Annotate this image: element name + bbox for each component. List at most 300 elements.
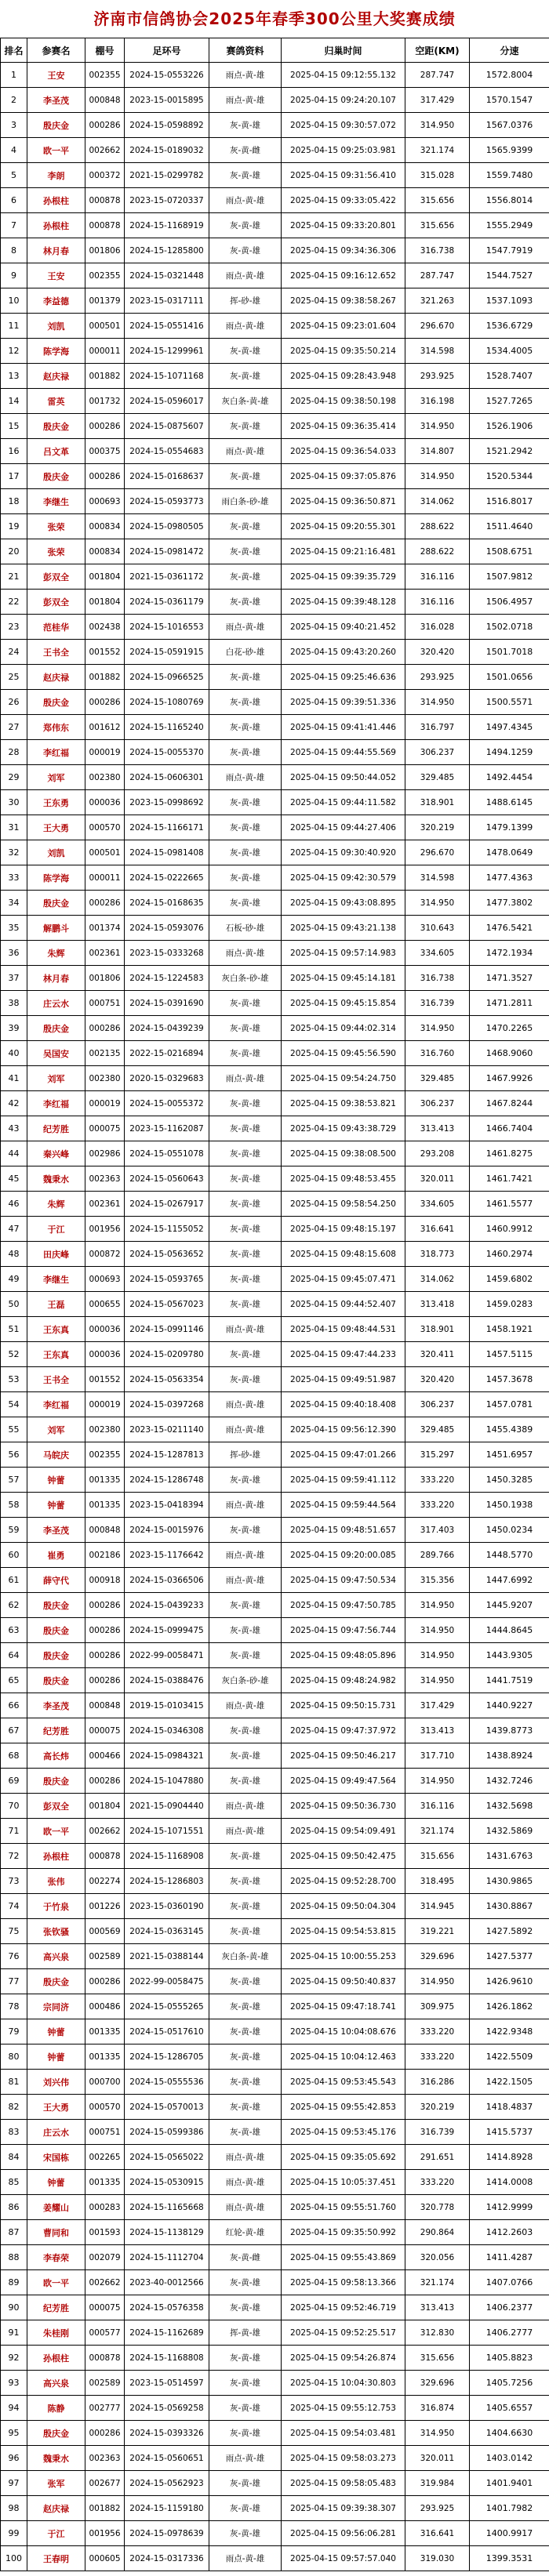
cell-rank: 47 <box>1 1217 27 1242</box>
cell-ring: 2024-15-0439239 <box>125 1016 209 1041</box>
cell-loft: 000075 <box>85 2295 125 2320</box>
cell-arrival-time: 2025-04-15 09:44:11.582 <box>282 790 405 815</box>
cell-name: 李圣茂 <box>27 1518 85 1543</box>
cell-ring: 2024-15-0168635 <box>125 891 209 916</box>
cell-loft: 002363 <box>85 2446 125 2471</box>
cell-speed: 1444.8645 <box>470 1618 549 1643</box>
cell-speed: 1411.4287 <box>470 2245 549 2270</box>
cell-distance: 321.174 <box>405 2270 470 2295</box>
cell-ring: 2022-99-0058471 <box>125 1643 209 1668</box>
cell-ring: 2022-15-0216894 <box>125 1041 209 1066</box>
table-row <box>1 640 549 665</box>
cell-arrival-time: 2025-04-15 09:47:37.972 <box>282 1718 405 1743</box>
table-row <box>1 2095 549 2120</box>
cell-name: 殷庆金 <box>27 2421 85 2446</box>
cell-pigeon-info: 雨点-黄-雄 <box>209 2195 282 2220</box>
cell-loft: 001379 <box>85 288 125 314</box>
cell-ring: 2024-15-0055372 <box>125 1091 209 1116</box>
cell-arrival-time: 2025-04-15 09:25:03.981 <box>282 138 405 163</box>
cell-name: 陈学海 <box>27 865 85 891</box>
cell-pigeon-info: 灰-黄-雄 <box>209 740 282 765</box>
cell-ring: 2021-15-0388144 <box>125 1944 209 1969</box>
cell-rank: 32 <box>1 840 27 865</box>
cell-pigeon-info: 灰-黄-雄 <box>209 1718 282 1743</box>
cell-arrival-time: 2025-04-15 09:47:18.741 <box>282 1994 405 2019</box>
cell-distance: 287.747 <box>405 63 470 88</box>
cell-arrival-time: 2025-04-15 10:04:08.676 <box>282 2019 405 2044</box>
cell-rank: 11 <box>1 314 27 339</box>
cell-arrival-time: 2025-04-15 09:50:44.052 <box>282 765 405 790</box>
cell-pigeon-info: 灰-黄-雄 <box>209 1769 282 1794</box>
cell-loft: 001806 <box>85 966 125 991</box>
cell-speed: 1467.9926 <box>470 1066 549 1091</box>
table-row <box>1 1116 549 1141</box>
table-row <box>1 1994 549 2019</box>
cell-name: 殷庆金 <box>27 891 85 916</box>
cell-arrival-time: 2025-04-15 09:44:27.406 <box>282 815 405 840</box>
cell-pigeon-info: 灰-黄-雄 <box>209 238 282 263</box>
cell-name: 曹同和 <box>27 2220 85 2245</box>
table-row <box>1 891 549 916</box>
cell-loft: 001335 <box>85 2044 125 2070</box>
cell-ring: 2024-15-1286803 <box>125 1869 209 1894</box>
table-row <box>1 765 549 790</box>
cell-pigeon-info: 灰-黄-雄 <box>209 1743 282 1769</box>
cell-distance: 316.739 <box>405 2120 470 2145</box>
cell-ring: 2024-15-1016553 <box>125 615 209 640</box>
cell-arrival-time: 2025-04-15 09:50:40.837 <box>282 1969 405 1994</box>
cell-speed: 1477.4363 <box>470 865 549 891</box>
cell-rank: 74 <box>1 1894 27 1919</box>
cell-arrival-time: 2025-04-15 10:04:12.463 <box>282 2044 405 2070</box>
cell-rank: 81 <box>1 2070 27 2095</box>
cell-distance: 291.651 <box>405 2145 470 2170</box>
cell-pigeon-info: 灰-黄-雄 <box>209 1919 282 1944</box>
cell-name: 秦兴峰 <box>27 1141 85 1166</box>
table-row <box>1 1217 549 1242</box>
table-row <box>1 1543 549 1568</box>
cell-name: 于竹泉 <box>27 1894 85 1919</box>
cell-rank: 67 <box>1 1718 27 1743</box>
cell-speed: 1461.7421 <box>470 1166 549 1192</box>
cell-loft: 001374 <box>85 916 125 941</box>
cell-loft: 000286 <box>85 891 125 916</box>
cell-pigeon-info: 挥-黄-雄 <box>209 2320 282 2346</box>
cell-pigeon-info: 雨点-黄-雄 <box>209 1392 282 1417</box>
cell-distance: 316.286 <box>405 2070 470 2095</box>
cell-pigeon-info: 雨点-黄-雄 <box>209 1543 282 1568</box>
cell-loft: 000466 <box>85 1743 125 1769</box>
cell-loft: 002380 <box>85 1066 125 1091</box>
cell-loft: 000286 <box>85 2421 125 2446</box>
cell-distance: 321.174 <box>405 138 470 163</box>
cell-distance: 315.656 <box>405 1844 470 1869</box>
cell-distance: 306.237 <box>405 1392 470 1417</box>
cell-name: 李朗 <box>27 163 85 188</box>
cell-rank: 30 <box>1 790 27 815</box>
table-row <box>1 439 549 464</box>
cell-name: 张荣 <box>27 514 85 539</box>
cell-pigeon-info: 灰白条-砂-雄 <box>209 1668 282 1693</box>
cell-pigeon-info: 灰-黄-雄 <box>209 514 282 539</box>
cell-speed: 1403.0142 <box>470 2446 549 2471</box>
cell-distance: 317.403 <box>405 1518 470 1543</box>
cell-name: 刘凯 <box>27 314 85 339</box>
cell-ring: 2023-15-0514597 <box>125 2371 209 2396</box>
table-row <box>1 2471 549 2496</box>
cell-loft: 002135 <box>85 1041 125 1066</box>
cell-ring: 2024-15-0567023 <box>125 1292 209 1317</box>
cell-arrival-time: 2025-04-15 09:52:28.700 <box>282 1869 405 1894</box>
cell-ring: 2024-15-1168908 <box>125 1844 209 1869</box>
cell-speed: 1445.9207 <box>470 1593 549 1618</box>
cell-pigeon-info: 灰-黄-雄 <box>209 2421 282 2446</box>
cell-arrival-time: 2025-04-15 09:57:57.040 <box>282 2546 405 2571</box>
cell-name: 王书全 <box>27 1367 85 1392</box>
cell-speed: 1470.2265 <box>470 1016 549 1041</box>
cell-speed: 1536.6729 <box>470 314 549 339</box>
cell-speed: 1418.4837 <box>470 2095 549 2120</box>
cell-ring: 2024-15-1286705 <box>125 2044 209 2070</box>
cell-ring: 2024-15-0981408 <box>125 840 209 865</box>
cell-arrival-time: 2025-04-15 09:54:26.874 <box>282 2346 405 2371</box>
cell-name: 彭双全 <box>27 590 85 615</box>
table-row <box>1 2145 549 2170</box>
cell-arrival-time: 2025-04-15 09:16:12.652 <box>282 263 405 288</box>
cell-distance: 316.797 <box>405 715 470 740</box>
cell-distance: 333.220 <box>405 1468 470 1493</box>
header-ring: 足环号 <box>125 38 209 63</box>
cell-pigeon-info: 灰-黄-雄 <box>209 1643 282 1668</box>
cell-distance: 315.656 <box>405 213 470 238</box>
cell-ring: 2024-15-0222665 <box>125 865 209 891</box>
cell-loft: 002355 <box>85 1442 125 1468</box>
cell-arrival-time: 2025-04-15 09:53:45.543 <box>282 2070 405 2095</box>
cell-loft: 000878 <box>85 2346 125 2371</box>
cell-rank: 93 <box>1 2371 27 2396</box>
cell-ring: 2023-15-0211140 <box>125 1417 209 1442</box>
cell-ring: 2024-15-0563354 <box>125 1367 209 1392</box>
cell-speed: 1508.6751 <box>470 539 549 564</box>
cell-rank: 9 <box>1 263 27 288</box>
cell-rank: 84 <box>1 2145 27 2170</box>
cell-speed: 1457.3678 <box>470 1367 549 1392</box>
cell-distance: 314.950 <box>405 891 470 916</box>
cell-distance: 316.760 <box>405 1041 470 1066</box>
cell-ring: 2024-15-0606301 <box>125 765 209 790</box>
cell-pigeon-info: 灰-黄-雄 <box>209 1969 282 1994</box>
cell-speed: 1457.0781 <box>470 1392 549 1417</box>
cell-speed: 1492.4454 <box>470 765 549 790</box>
cell-name: 钟蕾 <box>27 2044 85 2070</box>
cell-speed: 1432.5869 <box>470 1819 549 1844</box>
cell-arrival-time: 2025-04-15 09:58:03.273 <box>282 2446 405 2471</box>
table-row <box>1 2019 549 2044</box>
cell-speed: 1422.5509 <box>470 2044 549 2070</box>
cell-pigeon-info: 灰-黄-雄 <box>209 991 282 1016</box>
cell-name: 殷庆金 <box>27 1593 85 1618</box>
table-row <box>1 1493 549 1518</box>
cell-ring: 2021-15-0299782 <box>125 163 209 188</box>
cell-ring: 2024-15-1168919 <box>125 213 209 238</box>
cell-name: 高兴泉 <box>27 1944 85 1969</box>
table-row <box>1 1894 549 1919</box>
cell-rank: 65 <box>1 1668 27 1693</box>
cell-distance: 314.950 <box>405 1618 470 1643</box>
cell-speed: 1572.8004 <box>470 63 549 88</box>
cell-name: 宋国栋 <box>27 2145 85 2170</box>
cell-distance: 314.950 <box>405 1969 470 1994</box>
table-row <box>1 1367 549 1392</box>
table-row <box>1 2371 549 2396</box>
table-header-row <box>1 38 549 63</box>
cell-loft: 000286 <box>85 690 125 715</box>
cell-loft: 001335 <box>85 1468 125 1493</box>
cell-pigeon-info: 雨点-黄-雄 <box>209 1568 282 1593</box>
cell-pigeon-info: 灰-黄-雄 <box>209 364 282 389</box>
cell-rank: 22 <box>1 590 27 615</box>
cell-ring: 2024-15-0361179 <box>125 590 209 615</box>
cell-arrival-time: 2025-04-15 09:28:43.948 <box>282 364 405 389</box>
cell-rank: 60 <box>1 1543 27 1568</box>
cell-arrival-time: 2025-04-15 09:36:50.871 <box>282 489 405 514</box>
cell-ring: 2024-15-0569258 <box>125 2396 209 2421</box>
cell-pigeon-info: 灰-黄-雄 <box>209 2471 282 2496</box>
cell-speed: 1547.7919 <box>470 238 549 263</box>
cell-speed: 1501.7018 <box>470 640 549 665</box>
cell-arrival-time: 2025-04-15 09:30:40.920 <box>282 840 405 865</box>
cell-loft: 000878 <box>85 213 125 238</box>
cell-distance: 319.984 <box>405 2471 470 2496</box>
cell-distance: 314.598 <box>405 865 470 891</box>
cell-ring: 2024-15-0978639 <box>125 2521 209 2546</box>
cell-distance: 314.950 <box>405 113 470 138</box>
cell-rank: 49 <box>1 1267 27 1292</box>
cell-name: 王春明 <box>27 2546 85 2571</box>
cell-name: 郑伟东 <box>27 715 85 740</box>
cell-distance: 315.028 <box>405 163 470 188</box>
cell-ring: 2023-15-1162087 <box>125 1116 209 1141</box>
cell-loft: 002361 <box>85 1192 125 1217</box>
table-row <box>1 2170 549 2195</box>
cell-name: 纪芳胜 <box>27 2295 85 2320</box>
cell-pigeon-info: 灰-黄-雄 <box>209 1242 282 1267</box>
cell-pigeon-info: 灰-黄-雄 <box>209 590 282 615</box>
cell-name: 李红福 <box>27 740 85 765</box>
cell-distance: 306.237 <box>405 740 470 765</box>
cell-name: 刘军 <box>27 1417 85 1442</box>
cell-pigeon-info: 灰-黄-雄 <box>209 163 282 188</box>
cell-arrival-time: 2025-04-15 09:25:46.636 <box>282 665 405 690</box>
cell-name: 李继生 <box>27 489 85 514</box>
cell-name: 钟蕾 <box>27 1493 85 1518</box>
table-row <box>1 238 549 263</box>
cell-distance: 293.925 <box>405 2496 470 2521</box>
cell-rank: 86 <box>1 2195 27 2220</box>
cell-ring: 2024-15-0560643 <box>125 1166 209 1192</box>
cell-speed: 1447.6992 <box>470 1568 549 1593</box>
cell-loft: 000751 <box>85 991 125 1016</box>
table-row <box>1 364 549 389</box>
cell-pigeon-info: 灰-黄-雄 <box>209 1016 282 1041</box>
cell-speed: 1559.7480 <box>470 163 549 188</box>
cell-ring: 2024-15-1112704 <box>125 2245 209 2270</box>
cell-pigeon-info: 灰-黄-雄 <box>209 1192 282 1217</box>
cell-rank: 12 <box>1 339 27 364</box>
cell-name: 殷庆金 <box>27 1969 85 1994</box>
cell-loft: 000501 <box>85 314 125 339</box>
cell-rank: 82 <box>1 2095 27 2120</box>
cell-loft: 002662 <box>85 1819 125 1844</box>
cell-loft: 001804 <box>85 1794 125 1819</box>
cell-ring: 2024-15-1162689 <box>125 2320 209 2346</box>
cell-name: 李圣茂 <box>27 88 85 113</box>
cell-speed: 1451.6957 <box>470 1442 549 1468</box>
table-row <box>1 113 549 138</box>
cell-arrival-time: 2025-04-15 09:43:08.895 <box>282 891 405 916</box>
cell-name: 钟蕾 <box>27 1468 85 1493</box>
cell-distance: 329.696 <box>405 1944 470 1969</box>
cell-arrival-time: 2025-04-15 09:31:56.410 <box>282 163 405 188</box>
cell-arrival-time: 2025-04-15 09:35:50.214 <box>282 339 405 364</box>
cell-arrival-time: 2025-04-15 09:48:53.455 <box>282 1166 405 1192</box>
cell-distance: 314.950 <box>405 414 470 439</box>
cell-speed: 1459.0283 <box>470 1292 549 1317</box>
table-row <box>1 339 549 364</box>
cell-loft: 000019 <box>85 740 125 765</box>
cell-arrival-time: 2025-04-15 09:54:53.815 <box>282 1919 405 1944</box>
cell-rank: 91 <box>1 2320 27 2346</box>
cell-distance: 293.925 <box>405 364 470 389</box>
cell-name: 林月春 <box>27 966 85 991</box>
cell-name: 李红福 <box>27 1091 85 1116</box>
cell-name: 殷庆金 <box>27 1769 85 1794</box>
cell-distance: 320.420 <box>405 1367 470 1392</box>
cell-ring: 2024-15-0565022 <box>125 2145 209 2170</box>
cell-ring: 2024-15-1168808 <box>125 2346 209 2371</box>
cell-loft: 001882 <box>85 665 125 690</box>
cell-rank: 59 <box>1 1518 27 1543</box>
cell-name: 孙根柱 <box>27 2346 85 2371</box>
cell-distance: 296.670 <box>405 314 470 339</box>
cell-pigeon-info: 灰-黄-雄 <box>209 2070 282 2095</box>
cell-distance: 316.739 <box>405 991 470 1016</box>
cell-rank: 98 <box>1 2496 27 2521</box>
cell-loft: 002355 <box>85 63 125 88</box>
cell-arrival-time: 2025-04-15 09:55:42.853 <box>282 2095 405 2120</box>
cell-loft: 000036 <box>85 1342 125 1367</box>
cell-speed: 1448.5770 <box>470 1543 549 1568</box>
cell-ring: 2024-15-0570013 <box>125 2095 209 2120</box>
cell-ring: 2023-40-0012566 <box>125 2270 209 2295</box>
cell-arrival-time: 2025-04-15 09:47:50.534 <box>282 1568 405 1593</box>
cell-arrival-time: 2025-04-15 10:00:55.253 <box>282 1944 405 1969</box>
cell-pigeon-info: 雨点-黄-雄 <box>209 1066 282 1091</box>
cell-rank: 68 <box>1 1743 27 1769</box>
table-row <box>1 2070 549 2095</box>
cell-name: 范桂华 <box>27 615 85 640</box>
table-row <box>1 2446 549 2471</box>
cell-speed: 1471.2811 <box>470 991 549 1016</box>
cell-name: 赵庆禄 <box>27 665 85 690</box>
table-row <box>1 2320 549 2346</box>
cell-rank: 8 <box>1 238 27 263</box>
cell-distance: 329.485 <box>405 1066 470 1091</box>
cell-name: 王安 <box>27 263 85 288</box>
cell-arrival-time: 2025-04-15 09:50:04.304 <box>282 1894 405 1919</box>
cell-loft: 000693 <box>85 489 125 514</box>
cell-speed: 1439.8773 <box>470 1718 549 1743</box>
cell-distance: 314.062 <box>405 489 470 514</box>
cell-name: 姜耀山 <box>27 2195 85 2220</box>
cell-pigeon-info: 灰-黄-雄 <box>209 2019 282 2044</box>
cell-loft: 002589 <box>85 2371 125 2396</box>
cell-ring: 2024-15-0598892 <box>125 113 209 138</box>
cell-speed: 1450.0234 <box>470 1518 549 1543</box>
table-row <box>1 966 549 991</box>
cell-name: 李红福 <box>27 1392 85 1417</box>
cell-arrival-time: 2025-04-15 10:05:37.451 <box>282 2170 405 2195</box>
cell-distance: 318.495 <box>405 1869 470 1894</box>
cell-ring: 2024-15-1071551 <box>125 1819 209 1844</box>
cell-speed: 1400.9917 <box>470 2521 549 2546</box>
cell-name: 高长炜 <box>27 1743 85 1769</box>
cell-arrival-time: 2025-04-15 09:33:20.801 <box>282 213 405 238</box>
cell-arrival-time: 2025-04-15 09:45:07.471 <box>282 1267 405 1292</box>
cell-loft: 000019 <box>85 1392 125 1417</box>
cell-speed: 1450.3285 <box>470 1468 549 1493</box>
cell-rank: 48 <box>1 1242 27 1267</box>
cell-loft: 000375 <box>85 439 125 464</box>
cell-speed: 1440.9227 <box>470 1693 549 1718</box>
cell-loft: 000286 <box>85 1618 125 1643</box>
cell-ring: 2019-15-0103415 <box>125 1693 209 1718</box>
cell-arrival-time: 2025-04-15 09:43:38.729 <box>282 1116 405 1141</box>
cell-arrival-time: 2025-04-15 09:52:25.517 <box>282 2320 405 2346</box>
cell-rank: 96 <box>1 2446 27 2471</box>
cell-distance: 315.297 <box>405 1442 470 1468</box>
table-row <box>1 1016 549 1041</box>
cell-ring: 2024-15-1286748 <box>125 1468 209 1493</box>
cell-loft: 000605 <box>85 2546 125 2571</box>
cell-rank: 20 <box>1 539 27 564</box>
cell-speed: 1405.7256 <box>470 2371 549 2396</box>
cell-rank: 69 <box>1 1769 27 1794</box>
cell-distance: 329.485 <box>405 1417 470 1442</box>
cell-loft: 000286 <box>85 1969 125 1994</box>
cell-name: 张军 <box>27 2471 85 2496</box>
cell-rank: 63 <box>1 1618 27 1643</box>
cell-arrival-time: 2025-04-15 09:56:06.281 <box>282 2521 405 2546</box>
cell-speed: 1521.2942 <box>470 439 549 464</box>
cell-name: 朱桂刚 <box>27 2320 85 2346</box>
cell-speed: 1527.7265 <box>470 389 549 414</box>
cell-distance: 320.219 <box>405 2095 470 2120</box>
cell-rank: 80 <box>1 2044 27 2070</box>
table-row <box>1 1794 549 1819</box>
cell-loft: 000872 <box>85 1242 125 1267</box>
cell-rank: 44 <box>1 1141 27 1166</box>
cell-name: 欧一平 <box>27 1819 85 1844</box>
cell-name: 魏秉水 <box>27 1166 85 1192</box>
cell-name: 殷庆金 <box>27 113 85 138</box>
cell-pigeon-info: 灰-黄-雄 <box>209 2496 282 2521</box>
cell-loft: 001335 <box>85 2170 125 2195</box>
cell-loft: 000036 <box>85 1317 125 1342</box>
cell-loft: 000751 <box>85 2120 125 2145</box>
cell-ring: 2024-15-1165240 <box>125 715 209 740</box>
cell-ring: 2024-15-0596017 <box>125 389 209 414</box>
